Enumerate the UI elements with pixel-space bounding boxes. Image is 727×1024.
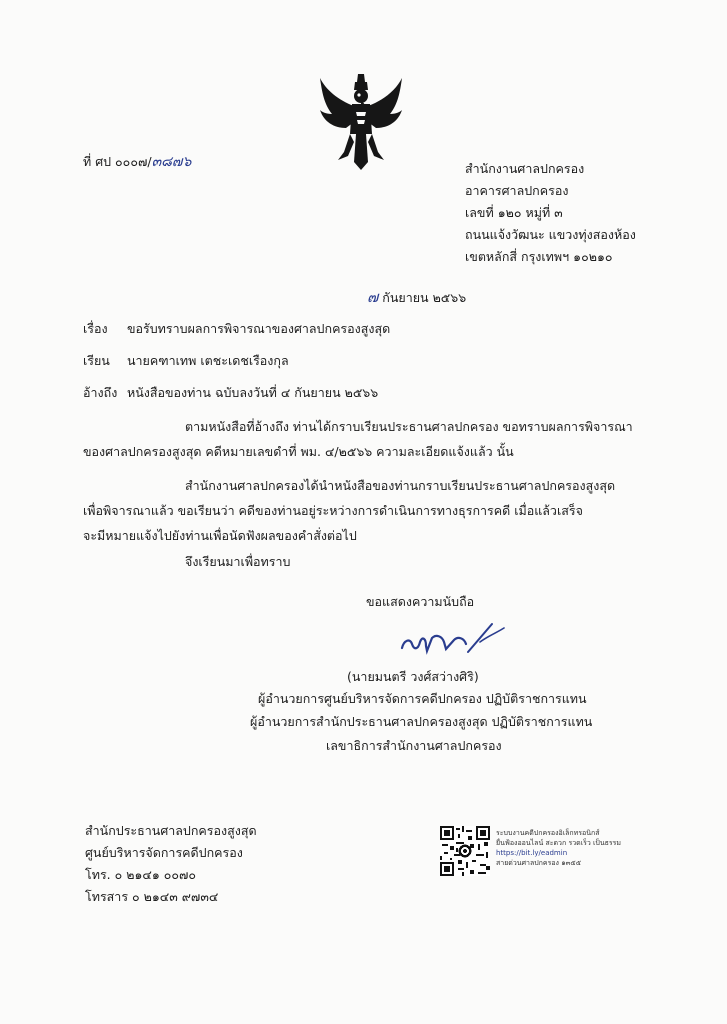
qr-caption-link[interactable]: https://bit.ly/eadmin: [496, 849, 568, 857]
address-line: เขตหลักสี่ กรุงเทพฯ ๑๐๒๑๐: [465, 249, 613, 264]
garuda-emblem-icon: [318, 72, 404, 172]
reference-number-handwritten: ๓๘๗๖: [151, 154, 192, 170]
footer-contact: [85, 820, 257, 908]
paragraph-line: สำนักงานศาลปกครองได้นำหนังสือของท่านกราบเรียนประธานศาลปกครองสูงสุด: [185, 478, 616, 493]
paragraph-line: ตามหนังสือที่อ้างถึง ท่านได้กราบเรียนประธานศาลปกครอง ขอทราบผลการพิจารณา: [185, 419, 633, 434]
signatory-title-3: เลขาธิการสำนักงานศาลปกครอง: [326, 738, 502, 753]
paragraph-line: จะมีหมายแจ้งไปยังท่านเพื่อนัดฟังผลของคำสั่งต่อไป: [83, 528, 357, 543]
qr-code-icon: [440, 826, 490, 876]
subject-value: ขอรับทราบผลการพิจารณาของศาลปกครองสูงสุด: [126, 321, 391, 336]
reference-number-prefix: ที่ ศป ๐๐๐๗/: [83, 154, 152, 169]
reference-line: [83, 384, 378, 402]
sender-address: [465, 158, 636, 268]
address-line: เลขที่ ๑๒๐ หมู่ที่ ๓: [465, 205, 563, 220]
body-paragraph-2: [83, 473, 645, 548]
signatory-title-1: ผู้อำนวยการศูนย์บริหารจัดการคดีปกครอง ปฏิบัติราชการแทน: [258, 691, 587, 706]
handwritten-signature: [396, 618, 508, 658]
subject-line: [83, 320, 390, 338]
letter-date: [367, 288, 466, 307]
recipient-line: [83, 352, 289, 370]
closing-request: จึงเรียนมาเพื่อทราบ: [185, 554, 291, 569]
signatory-name: (นายมนตรี วงศ์สว่างศิริ): [347, 669, 479, 684]
qr-caption-line: ยื่นฟ้องออนไลน์ สะดวก รวดเร็ว เป็นธรรม: [496, 839, 622, 847]
paragraph-line: ของศาลปกครองสูงสุด คดีหมายเลขดำที่ พม. ๔/๒๕๖๖ ความละเอียดแจ้งแล้ว นั้น: [83, 444, 514, 459]
reference-number: [83, 153, 191, 171]
body-paragraph-1: [83, 414, 645, 464]
qr-caption-line: ระบบงานคดีปกครองอิเล็กทรอนิกส์: [496, 829, 600, 837]
recipient-label: เรียน: [83, 353, 110, 368]
address-line: ถนนแจ้งวัฒนะ แขวงทุ่งสองห้อง: [465, 227, 636, 242]
qr-caption: [496, 828, 621, 868]
signatory-title-2: ผู้อำนวยการสำนักประธานศาลปกครองสูงสุด ปฏิบัติราชการแทน: [250, 714, 593, 729]
address-line: สำนักงานศาลปกครอง: [465, 161, 585, 176]
footer-fax: โทรสาร ๐ ๒๑๔๓ ๙๗๓๔: [85, 889, 219, 904]
reference-value: หนังสือของท่าน ฉบับลงวันที่ ๔ กันยายน ๒๕๖๖: [126, 385, 379, 400]
reference-label: อ้างถึง: [83, 385, 118, 400]
subject-label: เรื่อง: [83, 321, 108, 336]
date-day-handwritten: ๗: [367, 288, 379, 306]
footer-office: สำนักประธานศาลปกครองสูงสุด: [85, 823, 257, 838]
address-line: อาคารศาลปกครอง: [465, 183, 569, 198]
closing-salutation: ขอแสดงความนับถือ: [366, 594, 475, 609]
recipient-value: นายคฑาเทพ เตชะเดชเรืองกุล: [126, 353, 289, 368]
footer-division: ศูนย์บริหารจัดการคดีปกครอง: [85, 845, 243, 860]
footer-phone: โทร. ๐ ๒๑๔๑ ๐๐๗๐: [85, 867, 197, 882]
date-month-year: กันยายน ๒๕๖๖: [382, 290, 467, 305]
qr-caption-line: สายด่วนศาลปกครอง ๑๓๕๕: [496, 859, 582, 867]
paragraph-line: เพื่อพิจารณาแล้ว ขอเรียนว่า คดีของท่านอยู่ระหว่างการดำเนินการทางธุรการคดี เมื่อแล้วเสร็จ: [83, 503, 583, 518]
